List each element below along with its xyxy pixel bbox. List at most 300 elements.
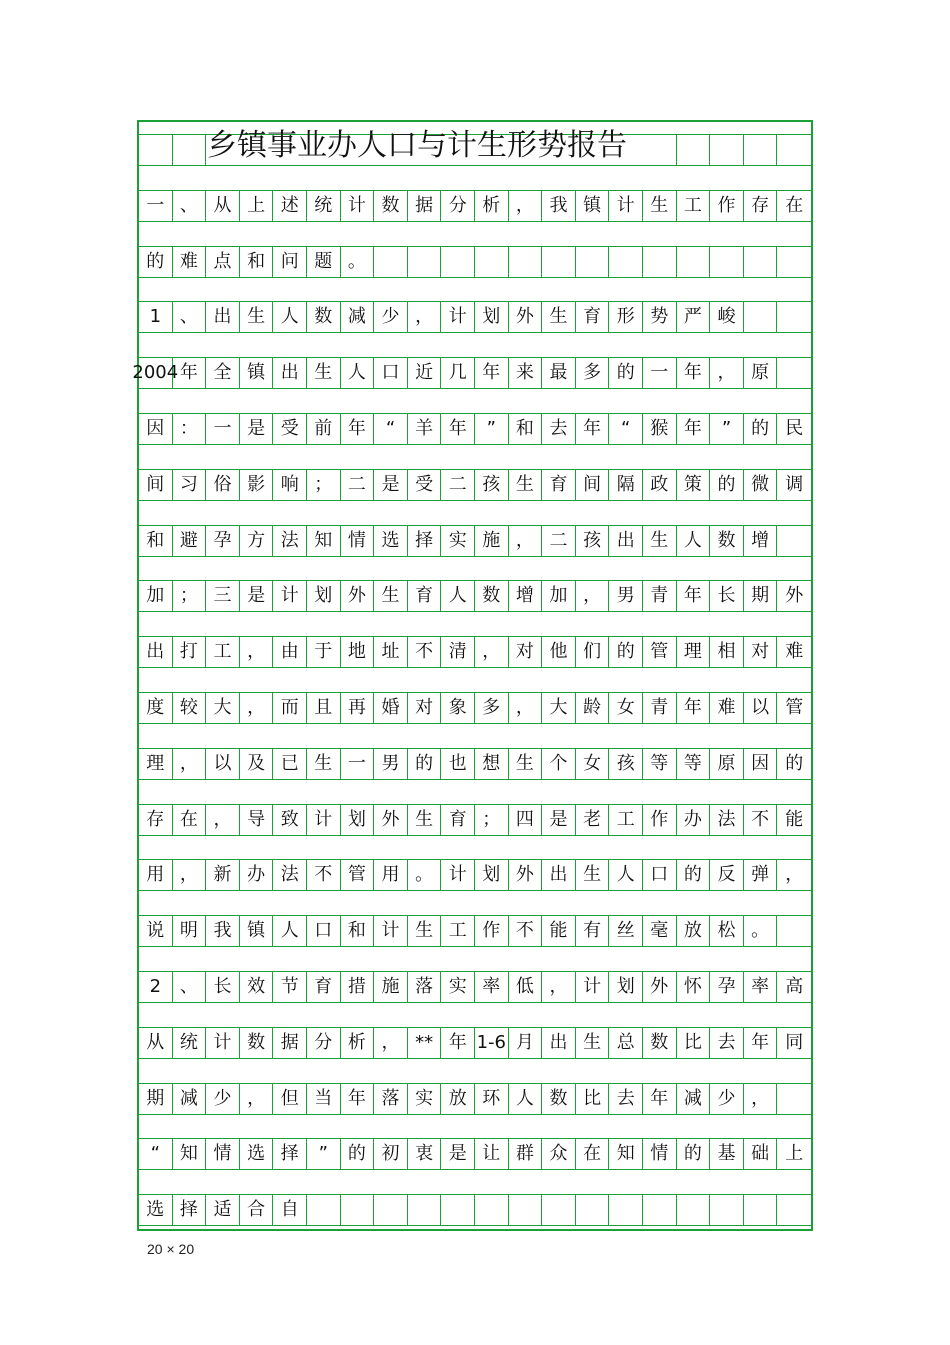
grid-cell: 一	[643, 358, 677, 388]
grid-cell: ；	[173, 581, 207, 611]
grid-cell	[408, 247, 442, 277]
grid-cell: 数	[643, 1028, 677, 1058]
grid-cell: 一	[341, 749, 375, 779]
grid-rule	[139, 1225, 811, 1226]
grid-cell: 全	[206, 358, 240, 388]
grid-cell: 计	[341, 191, 375, 221]
grid-cell: 年	[677, 693, 711, 723]
grid-cell: 选	[240, 1139, 274, 1169]
grid-cell: 计	[576, 972, 610, 1002]
grid-cell: 形	[609, 302, 643, 332]
grid-cell: 老	[576, 805, 610, 835]
grid-cell	[744, 1195, 778, 1225]
grid-cell: 措	[341, 972, 375, 1002]
grid-cell: 想	[475, 749, 509, 779]
grid-cell: 和	[240, 247, 274, 277]
grid-rule	[139, 890, 811, 891]
grid-cell: 去	[542, 414, 576, 444]
grid-cell: 管	[785, 697, 804, 718]
title-grid-cell	[677, 135, 711, 165]
grid-cell: 生	[408, 916, 442, 946]
grid-cell: 增	[744, 526, 778, 556]
grid-cell: 择	[408, 526, 442, 556]
grid-cell: 管	[341, 860, 375, 890]
grid-cell: 从	[139, 1028, 173, 1058]
grid-cell: 生	[576, 1028, 610, 1058]
grid-cell: 分	[441, 191, 475, 221]
grid-cell: 峻	[710, 302, 744, 332]
grid-cell: 松	[710, 916, 744, 946]
grid-cell: 情	[643, 1139, 677, 1169]
grid-cell: 个	[542, 749, 576, 779]
grid-cell: 外	[374, 805, 408, 835]
grid-cell: 的	[677, 860, 711, 890]
grid-cell: 析	[475, 191, 509, 221]
grid-cell: 少	[206, 1084, 240, 1114]
grid-cell: 年	[173, 358, 207, 388]
grid-cell: 民	[785, 418, 804, 439]
grid-cell: 和	[341, 916, 375, 946]
grid-cell	[475, 1195, 509, 1225]
grid-cell: 出	[273, 358, 307, 388]
grid-cell	[576, 1195, 610, 1225]
grid-cell	[542, 1195, 576, 1225]
grid-cell: 前	[307, 414, 341, 444]
grid-cell: 划	[341, 805, 375, 835]
grid-cell: 育	[441, 805, 475, 835]
grid-cell: 年	[441, 1028, 475, 1058]
grid-cell: 节	[273, 972, 307, 1002]
grid-cell: 去	[609, 1084, 643, 1114]
grid-cell: 大	[542, 693, 576, 723]
grid-cell: 高	[785, 976, 804, 997]
grid-cell: 加	[542, 581, 576, 611]
grid-cell: 外	[509, 860, 543, 890]
grid-cell: 年	[677, 581, 711, 611]
grid-cell: 镇	[240, 916, 274, 946]
grid-cell: 女	[576, 749, 610, 779]
grid-cell: 计	[441, 302, 475, 332]
grid-cell: 的	[408, 749, 442, 779]
grid-cell: 清	[441, 637, 475, 667]
grid-cell: ，	[206, 805, 240, 835]
grid-cell: 放	[677, 916, 711, 946]
grid-cell: 来	[509, 358, 543, 388]
grid-cell: 作	[710, 191, 744, 221]
grid-cell: 落	[408, 972, 442, 1002]
grid-cell: 几	[441, 358, 475, 388]
grid-cell: 。	[744, 916, 778, 946]
grid-cell: 人	[677, 526, 711, 556]
grid-cell: 象	[441, 693, 475, 723]
grid-cell: 不	[307, 860, 341, 890]
grid-cell: 择	[273, 1139, 307, 1169]
grid-cell: 势	[643, 302, 677, 332]
grid-cell: 点	[206, 247, 240, 277]
grid-cell: ，	[475, 637, 509, 667]
grid-cell: 办	[240, 860, 274, 890]
grid-cell: ，	[785, 864, 804, 886]
grid-cell: 出	[139, 637, 173, 667]
grid-cell: 工	[677, 191, 711, 221]
grid-rule	[139, 277, 811, 278]
grid-cell: 实	[441, 526, 475, 556]
grid-cell: 率	[475, 972, 509, 1002]
grid-cell: 年	[643, 1084, 677, 1114]
grid-cell: “	[139, 1139, 173, 1169]
grid-size-label: 20 × 20	[147, 1241, 195, 1257]
grid-cell: 生	[307, 358, 341, 388]
grid-cell: 月	[509, 1028, 543, 1058]
grid-cell: **	[408, 1028, 442, 1058]
grid-cell: 影	[240, 470, 274, 500]
title-grid-cell	[173, 135, 207, 165]
grid-cell: 等	[677, 749, 711, 779]
grid-cell: 多	[576, 358, 610, 388]
grid-cell: 我	[542, 191, 576, 221]
grid-cell: 婚	[374, 693, 408, 723]
grid-cell: 原	[744, 358, 778, 388]
grid-cell: 多	[475, 693, 509, 723]
grid-cell: 度	[139, 693, 173, 723]
grid-cell	[374, 1195, 408, 1225]
grid-cell: ，	[374, 1028, 408, 1058]
grid-cell: 四	[509, 805, 543, 835]
grid-cell: 年	[441, 414, 475, 444]
grid-cell: 而	[273, 693, 307, 723]
grid-cell: 口	[307, 916, 341, 946]
grid-cell: 上	[240, 191, 274, 221]
grid-cell: 2	[139, 972, 173, 1002]
grid-cell: 年	[475, 358, 509, 388]
grid-cell	[609, 247, 643, 277]
grid-cell: 难	[173, 247, 207, 277]
grid-cell: 因	[744, 749, 778, 779]
grid-cell: 对	[509, 637, 543, 667]
grid-cell: 的	[744, 414, 778, 444]
grid-cell: 是	[441, 1139, 475, 1169]
grid-cell: 据	[408, 191, 442, 221]
title-grid-cell	[710, 135, 744, 165]
grid-cell: 计	[374, 916, 408, 946]
grid-cell: 的	[609, 358, 643, 388]
grid-cell: 环	[475, 1084, 509, 1114]
grid-cell: 长	[206, 972, 240, 1002]
grid-cell	[710, 247, 744, 277]
grid-cell: 是	[374, 470, 408, 500]
grid-cell: 但	[273, 1084, 307, 1114]
grid-cell: 年	[341, 1084, 375, 1114]
grid-cell: 生	[509, 749, 543, 779]
grid-cell: 再	[341, 693, 375, 723]
grid-cell: 他	[542, 637, 576, 667]
grid-cell: 减	[341, 302, 375, 332]
grid-cell: 数	[374, 191, 408, 221]
grid-cell: 微	[744, 470, 778, 500]
grid-cell	[777, 916, 811, 946]
grid-cell: 及	[240, 749, 274, 779]
grid-cell: 1-6	[475, 1028, 509, 1058]
grid-cell: 男	[374, 749, 408, 779]
grid-cell: 是	[542, 805, 576, 835]
grid-cell	[643, 247, 677, 277]
grid-cell: 、	[173, 191, 207, 221]
grid-cell: 孕	[710, 972, 744, 1002]
grid-cell: 分	[307, 1028, 341, 1058]
grid-cell: 间	[576, 470, 610, 500]
grid-cell: 少	[374, 302, 408, 332]
grid-cell: 我	[206, 916, 240, 946]
grid-cell: 女	[609, 693, 643, 723]
grid-rule	[139, 779, 811, 780]
grid-cell: 去	[710, 1028, 744, 1058]
grid-cell: 等	[643, 749, 677, 779]
grid-cell: 计	[441, 860, 475, 890]
grid-cell: 年	[576, 414, 610, 444]
grid-cell: 二	[441, 470, 475, 500]
grid-cell: 题	[307, 247, 341, 277]
grid-rule	[139, 444, 811, 445]
grid-cell	[408, 1195, 442, 1225]
grid-cell	[677, 247, 711, 277]
grid-cell: 难	[710, 693, 744, 723]
grid-cell: 总	[609, 1028, 643, 1058]
grid-cell: 生	[643, 191, 677, 221]
grid-cell: 年	[677, 358, 711, 388]
grid-cell: 二	[542, 526, 576, 556]
grid-cell: 受	[408, 470, 442, 500]
grid-cell: 率	[744, 972, 778, 1002]
grid-cell: 人	[273, 302, 307, 332]
grid-cell: “	[609, 414, 643, 444]
title-grid-cell	[777, 135, 811, 165]
grid-cell: 情	[206, 1139, 240, 1169]
grid-rule	[139, 500, 811, 501]
grid-cell: 口	[374, 358, 408, 388]
grid-cell: 址	[374, 637, 408, 667]
grid-cell: 间	[139, 470, 173, 500]
grid-cell: 响	[273, 470, 307, 500]
grid-cell: 大	[206, 693, 240, 723]
grid-cell	[777, 302, 811, 332]
grid-cell: 外	[509, 302, 543, 332]
grid-cell: 育	[542, 470, 576, 500]
grid-cell: 致	[273, 805, 307, 835]
grid-cell: 法	[710, 805, 744, 835]
grid-cell: 出	[609, 526, 643, 556]
grid-cell: ，	[240, 693, 274, 723]
grid-cell: 青	[643, 693, 677, 723]
grid-cell: 育	[307, 972, 341, 1002]
grid-cell: ”	[307, 1139, 341, 1169]
grid-cell: 从	[206, 191, 240, 221]
document-title: 乡镇事业办人口与计生形势报告	[207, 128, 627, 163]
grid-cell: 数	[475, 581, 509, 611]
grid-cell: 导	[240, 805, 274, 835]
grid-cell: 因	[139, 414, 173, 444]
grid-cell	[509, 1195, 543, 1225]
grid-cell: 生	[307, 749, 341, 779]
grid-cell: 明	[173, 916, 207, 946]
grid-cell: 弹	[744, 860, 778, 890]
grid-cell: 划	[609, 972, 643, 1002]
grid-cell: ”	[710, 414, 744, 444]
grid-cell: 人	[341, 358, 375, 388]
grid-cell: 三	[206, 581, 240, 611]
grid-cell: 。	[341, 247, 375, 277]
grid-cell: 合	[240, 1195, 274, 1225]
grid-cell: 知	[173, 1139, 207, 1169]
grid-rule	[139, 611, 811, 612]
grid-cell: 不	[408, 637, 442, 667]
grid-cell: 人	[273, 916, 307, 946]
grid-cell: 外	[643, 972, 677, 1002]
grid-cell: ；	[307, 470, 341, 500]
grid-rule	[139, 667, 811, 668]
grid-cell: 青	[643, 581, 677, 611]
grid-cell: 是	[240, 414, 274, 444]
grid-cell: 羊	[408, 414, 442, 444]
grid-cell: 存	[139, 805, 173, 835]
grid-cell: 在	[173, 805, 207, 835]
grid-cell: 。	[408, 860, 442, 890]
grid-cell: 的	[785, 752, 804, 774]
grid-cell	[576, 247, 610, 277]
grid-cell: 工	[206, 637, 240, 667]
grid-cell: 减	[173, 1084, 207, 1114]
grid-cell: 计	[609, 191, 643, 221]
grid-cell: 析	[341, 1028, 375, 1058]
grid-cell	[441, 247, 475, 277]
grid-cell: 计	[273, 581, 307, 611]
grid-cell: 以	[206, 749, 240, 779]
grid-cell: 毫	[643, 916, 677, 946]
grid-cell: 落	[374, 1084, 408, 1114]
grid-cell: 用	[139, 860, 173, 890]
grid-cell: 不	[744, 805, 778, 835]
grid-cell	[777, 358, 811, 388]
grid-cell: 严	[677, 302, 711, 332]
grid-cell: 在	[785, 194, 804, 216]
grid-cell: 划	[475, 860, 509, 890]
grid-cell: 已	[273, 749, 307, 779]
grid-cell: 避	[173, 526, 207, 556]
grid-cell: “	[374, 414, 408, 444]
grid-cell: 问	[273, 247, 307, 277]
grid-cell: 外	[785, 585, 804, 607]
grid-cell: 众	[542, 1139, 576, 1169]
grid-cell: 孩	[475, 470, 509, 500]
grid-cell: 的	[139, 247, 173, 277]
grid-cell: 相	[710, 637, 744, 667]
grid-cell: 生	[374, 581, 408, 611]
grid-cell: 也	[441, 749, 475, 779]
grid-cell: 男	[609, 581, 643, 611]
grid-cell: 说	[139, 916, 173, 946]
grid-cell	[374, 247, 408, 277]
grid-cell: 年	[341, 414, 375, 444]
grid-cell: 的	[609, 637, 643, 667]
grid-cell: 人	[509, 1084, 543, 1114]
grid-cell: 们	[576, 637, 610, 667]
grid-cell: 猴	[643, 414, 677, 444]
grid-cell: 怀	[677, 972, 711, 1002]
manuscript-grid	[132, 120, 813, 1231]
grid-cell: 地	[341, 637, 375, 667]
grid-cell: 效	[240, 972, 274, 1002]
grid-cell: 数	[542, 1084, 576, 1114]
grid-cell	[542, 247, 576, 277]
grid-cell: 一	[139, 191, 173, 221]
grid-cell: 政	[643, 470, 677, 500]
grid-cell: 、	[173, 972, 207, 1002]
grid-cell: 述	[273, 191, 307, 221]
grid-cell: 群	[509, 1139, 543, 1169]
grid-rule	[139, 221, 811, 222]
grid-cell: 出	[206, 302, 240, 332]
grid-cell: 以	[744, 693, 778, 723]
grid-cell: 对	[744, 637, 778, 667]
grid-cell: 1	[139, 302, 173, 332]
grid-cell: 数	[307, 302, 341, 332]
grid-cell: 出	[542, 860, 576, 890]
grid-cell: 反	[710, 860, 744, 890]
grid-cell: 法	[273, 860, 307, 890]
grid-cell: 能	[542, 916, 576, 946]
grid-cell: 原	[710, 749, 744, 779]
grid-cell: 和	[509, 414, 543, 444]
grid-cell: 础	[744, 1139, 778, 1169]
grid-cell: 上	[785, 1143, 804, 1165]
grid-cell: 据	[273, 1028, 307, 1058]
grid-rule	[139, 1002, 811, 1003]
grid-rule	[139, 1058, 811, 1059]
grid-cell: 同	[785, 1031, 804, 1053]
grid-cell: 新	[206, 860, 240, 890]
grid-rule	[139, 1114, 811, 1115]
grid-cell: 近	[408, 358, 442, 388]
grid-cell: ，	[240, 637, 274, 667]
grid-cell: 管	[643, 637, 677, 667]
grid-cell: 的	[341, 1139, 375, 1169]
grid-cell	[777, 247, 811, 277]
grid-cell: 育	[408, 581, 442, 611]
grid-cell: 法	[273, 526, 307, 556]
grid-cell: 增	[509, 581, 543, 611]
grid-cell: 人	[441, 581, 475, 611]
grid-cell: 办	[677, 805, 711, 835]
grid-cell: ，	[408, 302, 442, 332]
grid-cell: 能	[785, 808, 804, 830]
grid-rule	[139, 835, 811, 836]
grid-cell: 放	[441, 1084, 475, 1114]
grid-cell: 选	[139, 1195, 173, 1225]
grid-rule	[139, 165, 811, 166]
grid-cell: 一	[206, 414, 240, 444]
grid-cell: 加	[139, 581, 173, 611]
grid-cell: 衷	[408, 1139, 442, 1169]
grid-cell: 理	[139, 749, 173, 779]
grid-cell: 实	[441, 972, 475, 1002]
grid-cell: 减	[677, 1084, 711, 1114]
grid-cell: 生	[576, 860, 610, 890]
grid-cell: 选	[374, 526, 408, 556]
grid-rule	[139, 388, 811, 389]
grid-cell: 划	[475, 302, 509, 332]
grid-cell: 情	[341, 526, 375, 556]
grid-cell: 孕	[206, 526, 240, 556]
grid-cell: 长	[710, 581, 744, 611]
